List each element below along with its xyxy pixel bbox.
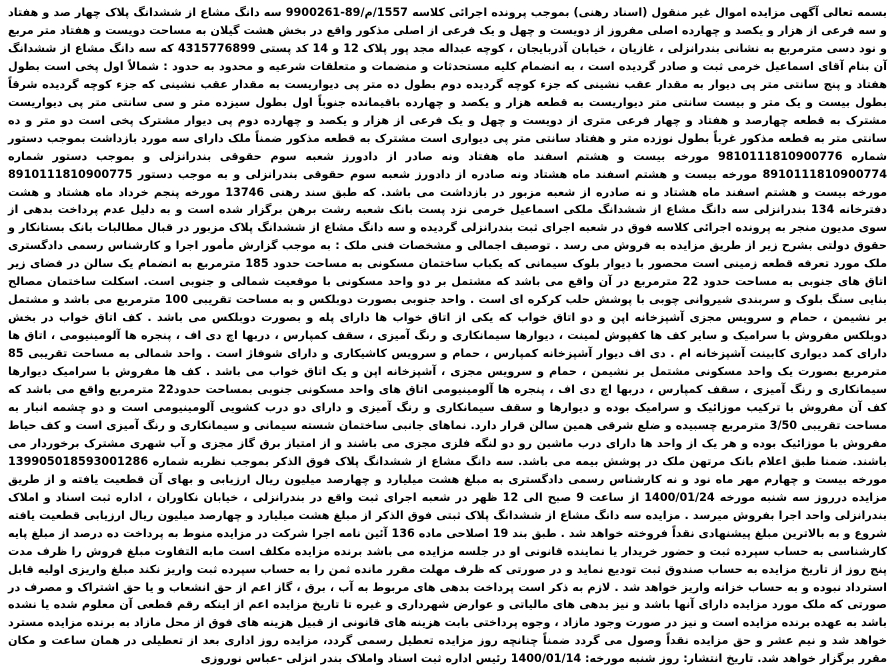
- auction-notice-text: بسمه تعالی آگهی مزایده اموال غیر منقول (اسناد رهنی) بموجب پرونده اجرائی کلاسه 1557/م/89-9900261 سه دانگ مشاع از ششدانگ پلاک چهار صد و هفتاد و سه فرعی از هزار و یکصد و چهارده اصلی مفروز از دویست و چهل و یک فرعی از اصلی مذکور واقع در بخش هشت گیلان به مساحت دویست و هفتاد متر مربع و نود دسی مترمربع به نشانی بندرانزلی ، غازیان ، خیابان آذربایجان ، کوچه عبداله مجد پور پلاک 12 و 14 کد پستی 4315776899 که سه دانگ مشاع از ششدانگ آن بنام آقای اسماعیل خرمی ثبت و صادر گردیده است ، به انضمام کلیه مستحدثات و منضمات و متعلقات شرعیه و محدود به حدود : شمالاً اول پخی است بطول هفتاد و پنج سانتی متر پی دیوار به مقدار عقب نشینی که جزء کوچه گردیده دوم بطول ده متر پی دیواریست به مقدار عقب نشینی که جزء کوچه گردیده شرقاً بطول بیست و یک متر و بیست سانتی متر دیواریست به قطعه هزار و یکصد و چهارده باقیمانده جنوباً اول بطول سیزده متر و سی سانتی متر پی دیواریست مشترک به قطعه چهارصد و هفتاد و چهار فرعی متری از دویست و چهل و یک فرعی از هزار و یکصد و چهارده دوم پی دیوار مشترک پخی است دو متر و ده سانتی متر به قطعه مذکور غرباً بطول نوزده متر و هفتاد سانتی متر پی دیواری است مشترک به قطعه مذکور ضمناً ملک دارای سه مورد بازداشت بموجب دستور شماره 9810111810900776 مورخه بیست و هشتم اسفند ماه هفتاد ونه صادر از دادورز شعبه سوم حقوقی بندرانزلی و بموجب دستور شماره 8910111810900774 مورخه بیست و هشتم اسفند ماه هشتاد ونه صادره از دادورز شعبه سوم حقوقی بندرانزلی و به موجب دستور 8910111810900775 مورخه بیست و هشتم اسفند ماه هشتاد و نه صادره از شعبه مزبور در بازداشت می باشد. که طبق سند رهنی 13746 مورخه پنجم خرداد ماه هشتاد و هشت دفترخانه 134 بندرانزلی سه دانگ مشاع از ششدانگ ملکی اسماعیل خرمی نزد پست بانک شعبه رشت برهن برگزار شده است و به دلیل عدم پرداخت بدهی از سوی مدیون منجر به پرونده اجرائی کلاسه فوق در شعبه اجرای ثبت بندرانزلی گردیده و سه دانگ مشاع از ششدانگ پلاک مزبور در قبال مطالبات بانک بستانکار و حقوق دولتی بشرح زیر از طریق مزایده به فروش می رسد . توصیف اجمالی و مشخصات فنی ملک : به موجب گزارش مأمور اجرا و کارشناس رسمی دادگستری ملک مورد تعرفه قطعه زمینی است محصور با دیوار بلوک سیمانی که یکباب ساختمان مسکونی به مساحت حدود 185 مترمربع به انضمام یک سالن در فضای زیر اتاق های جنوبی به مساحت حدود 22 مترمربع در آن واقع می باشد که مشتمل بر دو واحد مسکونی با موقعیت شمالی و جنوبی است. اسکلت ساختمان مصالح بنایی سنگ بلوک و سربندی شیروانی چوبی با پوشش حلب کرکره ای است . واحد جنوبی بصورت دوبلکس و به مساحت تقریبی 100 مترمربع می باشد و مشتمل بر نشیمن ، حمام و سرویس مجزی آشپزخانه اپن و دو اتاق خواب که یکی از اتاق خواب ها دارای پله و بصورت دوبلکس می باشد . کف اتاق خواب در بخش دوبلکس مفروش با سرامیک و سایر کف ها کفپوش لمینت ، دیوارها سیمانکاری و رنگ آمیزی ، سقف کمپارس ، دربها اچ دی اف ، پنجره ها آلومینیومی ، اتاق ها دارای کمد دیواری کابینت آشپزخانه ام . دی اف دیوار آشپزخانه کمپارس ، حمام و سرویس کاشیکاری و دارای شوفاژ است . واحد شمالی به مساحت تقریبی 85 مترمربع بصورت یک واحد مسکونی مشتمل بر نشیمن ، حمام و سرویس مجزی ، آشپزخانه اپن و یک اتاق خواب می باشد . کف ها مفروش با سرامیک دیوارها سیمانکاری و رنگ آمیزی ، سقف کمپارس ، دربها اچ دی اف ، پنجره ها آلومینیومی اتاق های واحد مسکونی جنوبی بمساحت حدود22 مترمربع واقع می باشد که کف آن مفروش با ترکیب موزائیک و سرامیک بوده و دیوارها و سقف سیمانکاری و رنگ آمیزی و دارای دو درب کشویی آلومینیومی است و دو چشمه انبار به مساحت تقریبی 3/50 مترمربع چسبیده و ضلع شرقی همین سالن قرار دارد. نماهای جانبی ساختمان شسته سیمانی و سیمانکاری و رنگ آمیزی است و کف حیاط مفروش با موزائیک بوده و هر یک از واحد ها دارای درب ماشین رو دو لنگه فلزی مجزی می باشند و از امتیاز برق گاز مجزی و آب شهری مشترک برخوردار می باشند. ضمنا طبق اعلام بانک مرتهن ملک در پوشش بیمه می باشد. سه دانگ مشاع از ششدانگ پلاک فوق الذکر بموجب نظریه شماره 139905018593001286 مورخه بیست و چهارم مهر ماه نود و نه کارشناس رسمی دادگستری به مبلغ هشت میلیارد و چهارصد میلیون ریال ارزیابی و بهای آن قطعیت یافته و از طریق مزایده درروز سه شنبه مورخه 1400/01/24 از ساعت 9 صبح الی 12 ظهر در شعبه اجرای ثبت واقع در بندرانزلی ، خیابان نکاوران ، اداره ثبت اسناد و املاک بندرانزلی واحد اجرا بفروش میرسد . مزایده سه دانگ مشاع از ششدانگ پلاک ثبتی فوق الذکر از مبلغ هشت میلیارد و چهارصد میلیون ریال ارزیابی قطعیت یافته شروع و به بالاترین مبلغ پیشنهادی نقداً فروخته خواهد شد . طبق بند 19 اصلاحی ماده 136 آئین نامه اجرا شرکت در مزایده منوط به پرداخت ده درصد از مبلغ پایه کارشناسی به حساب سپرده ثبت و حضور خریدار یا نماینده قانونی او در جلسه مزایده می باشد برنده مزایده مکلف است مابه التفاوت مبلغ فروش را ظرف مدت پنج روز از تاریخ مزایده به حساب صندوق ثبت تودیع نماید و در صورتی که ظرف مهلت مقرر مانده ثمن را به حساب سپرده ثبت واریز نکند مبلغ واریزی اولیه قابل استرداد نبوده و به حساب خزانه واریز خواهد شد . لازم به ذکر است پرداخت بدهی های مربوط به آب ، برق ، گاز اعم از حق انشعاب و یا حق اشتراک و مصرف در صورتی که ملک مورد مزایده دارای آنها باشد و نیز بدهی های مالیاتی و عوارض شهرداری و غیره تا تاریخ مزایده اعم از اینکه رقم قطعی آن معلوم شده یا نشده باشد به عهده برنده مزایده است و نیز در صورت وجود مازاد ، وجوه پرداختی بابت هزینه های قانونی از قبیل هزینه های فوق از محل مازاد به برنده مزایده مسترد خواهد شد و نیم عشر و حق مزایده نقداً وصول می گردد ضمناً چنانچه روز مزایده تعطیل رسمی گردد، مزایده روز اداری بعد از تعطیلی در همان ساعت و مکان مقرر برگزار خواهد شد. تاریخ انتشار: روز شنبه مورخه: 1400/01/14 رئیس اداره ثبت اسناد واملاک بندر انزلی -عباس نوروزی: [8, 6, 887, 666]
